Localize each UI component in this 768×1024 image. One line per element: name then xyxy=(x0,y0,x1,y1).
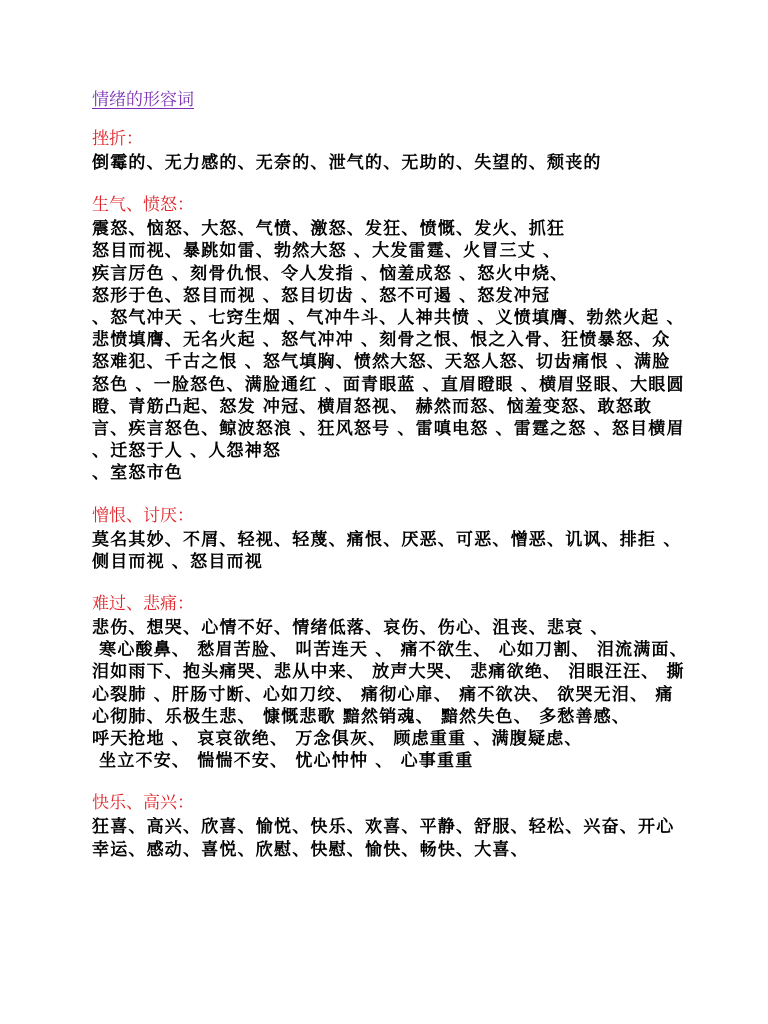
section-body: 倒霉的、无力感的、无奈的、泄气的、无助的、失望的、颓丧的 xyxy=(92,153,602,173)
section-heading: 难过、悲痛： xyxy=(92,594,194,615)
section-heading: 快乐、高兴： xyxy=(92,793,194,814)
section-happiness xyxy=(92,792,688,860)
section-body: 狂喜、高兴、欣喜、愉悦、快乐、欢喜、平静、舒服、轻松、兴奋、开心 幸运、感动、喜悦、欣慰、快慰、愉快、畅快、大喜、 xyxy=(92,817,682,860)
section-body: 莫名其妙、不屑、轻视、轻蔑、痛恨、厌恶、可恶、憎恶、讥讽、排拒 、侧目而视 、怒目而视 xyxy=(92,529,682,572)
section-body: 震怒、恼怒、大怒、气愤、激怒、发狂、愤慨、发火、抓狂 怒目而视、暴跳如雷、勃然大怒 、大发雷霆、火冒三丈 、 疾言厉色 、刻骨仇恨、令人发指 、恼羞成怒 、怒火中烧、 怒形于色、怒目而视 、怒目切齿 、怒不可遏 、怒发冲冠 、怒气冲天 、七窍生烟 、气冲牛斗、人神共愤 、义愤填膺、勃然火起 、悲愤填膺、无名火起 、怒气冲冲 、刻骨之恨、恨之入骨、狂愤暴怒、众怒难犯、千古之恨 、怒气填胸、愤然大怒、天怒人怒、切齿痛恨 、满脸怒色 、一脸怒色、满脸通红 、面青眼蓝 、直眉瞪眼 、横眉竖眼、大眼圆瞪、青筋凸起、怒发 冲冠、横眉怒视、 赫然而怒、恼羞变怒、敢怒敢言、疾言怒色、鲸波怒浪 、狂风怒号 、雷嗔电怒 、雷霆之怒 、怒目横眉 、迁怒于人 、人怨神怒 、室怒市色 xyxy=(92,219,685,484)
section-body: 悲伤、想哭、心情不好、情绪低落、哀伤、伤心、沮丧、悲哀 、 寒心酸鼻、 愁眉苦脸、 叫苦连天 、 痛不欲生、 心如刀割、 泪流满面、 泪如雨下、抱头痛哭、悲从中来、 放声大哭、 悲痛欲绝、 泪眼汪汪、 撕心裂肺 、肝肠寸断、心如刀绞、 痛彻心扉、 痛不欲决、 欲哭无泪、 痛心彻肺、乐极生悲、 慷慨悲歌 黯然销魂、 黯然失色、 多愁善感、 呼天抢地 、 哀哀欲绝、 万念俱灰、 顾虑重重 、满腹疑虑、 坐立不安、 惴惴不安、 忧心忡忡 、 心事重重 xyxy=(92,618,688,772)
section-sadness xyxy=(92,593,688,772)
section-frustration xyxy=(92,128,688,174)
document-title: 情绪的形容词 xyxy=(92,90,194,110)
section-anger xyxy=(92,194,688,484)
document-page xyxy=(92,88,688,881)
section-hatred xyxy=(92,505,688,573)
section-heading: 挫折： xyxy=(92,129,143,149)
section-heading: 憎恨、讨厌： xyxy=(92,505,194,526)
section-heading: 生气、愤怒： xyxy=(92,195,194,216)
